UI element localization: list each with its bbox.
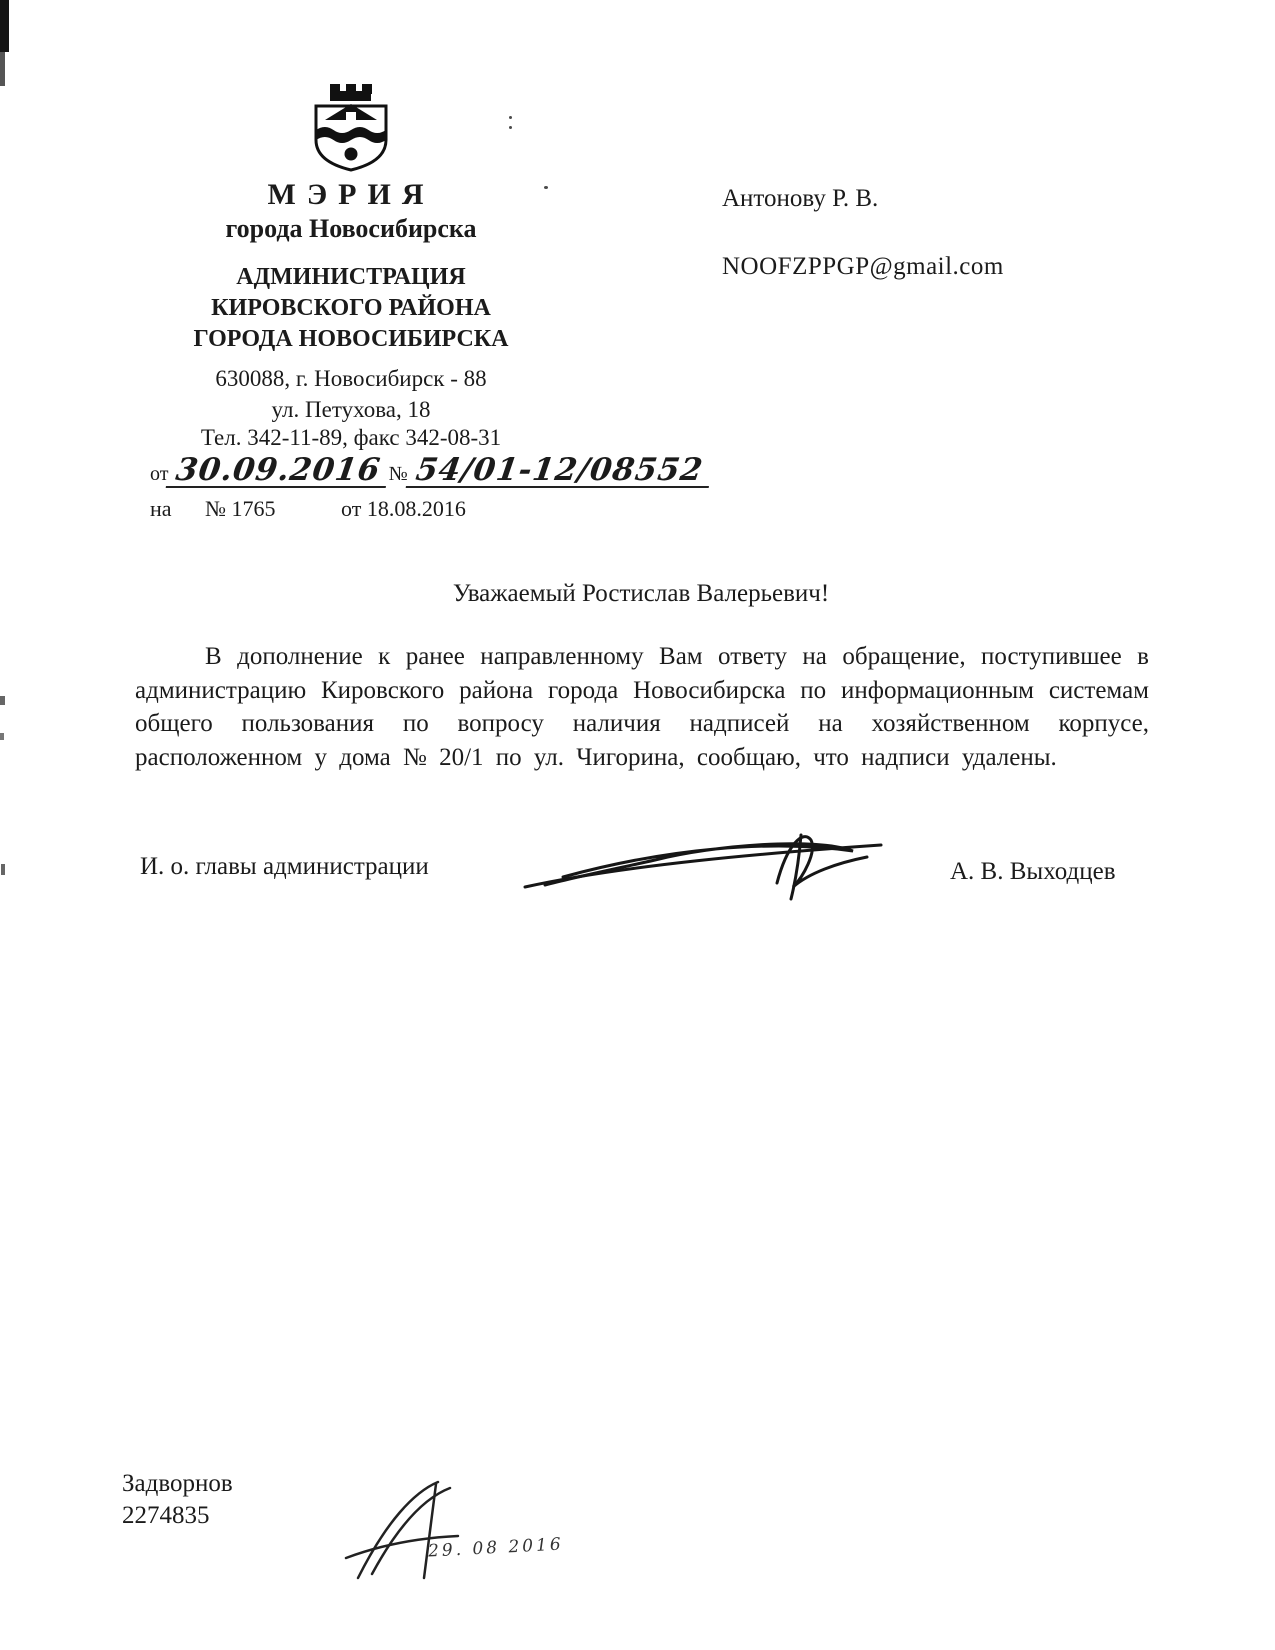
org-admin-line: ГОРОДА НОВОСИБИРСКА bbox=[193, 326, 509, 352]
scan-artifact-bar bbox=[0, 52, 5, 86]
handwritten-date: 30.09.2016 bbox=[166, 455, 391, 488]
reply-number: № 1765 bbox=[205, 496, 276, 521]
executor-phone: 2274835 bbox=[122, 1502, 210, 1529]
signature-icon bbox=[515, 825, 895, 905]
reply-label: на bbox=[150, 496, 172, 521]
org-admin-block bbox=[135, 262, 567, 355]
reply-from-label: от bbox=[341, 496, 362, 521]
org-address-block bbox=[135, 363, 567, 425]
org-name-line: города Новосибирска bbox=[225, 214, 477, 243]
paraph-date: 29. 08 2016 bbox=[427, 1534, 565, 1562]
executor-block bbox=[122, 1468, 233, 1532]
org-name-line: МЭРИЯ bbox=[267, 178, 435, 211]
scan-artifact-tick bbox=[1, 864, 5, 875]
org-address-line: 630088, г. Новосибирск - 88 bbox=[215, 366, 487, 391]
scan-artifact-tick bbox=[0, 696, 5, 705]
reply-date: 18.08.2016 bbox=[366, 496, 466, 521]
body-paragraph: В дополнение к ранее направленному Вам ответу на обращение, поступившее в администрацию Кировского района города Новосибирска по информационным системам общего пользования по вопросу наличия надписей на хозяйственном корпусе, расположенном у дома № 20/1 по ул. Чигорина, сообщаю, что надписи удалены. bbox=[135, 643, 1149, 771]
signer-title: И. о. главы администрации bbox=[140, 853, 429, 880]
executor-name: Задворнов bbox=[122, 1470, 233, 1497]
reply-ref-line bbox=[150, 496, 670, 522]
scan-artifact-tick bbox=[0, 733, 4, 740]
scan-artifact-bar bbox=[0, 0, 9, 52]
city-emblem-icon bbox=[303, 78, 399, 172]
recipient-email: NOOFZPPGP@gmail.com bbox=[722, 253, 1004, 280]
org-address-line: ул. Петухова, 18 bbox=[271, 397, 431, 422]
org-phone-line: Тел. 342-11-89, факс 342-08-31 bbox=[200, 425, 502, 450]
number-label: № bbox=[388, 463, 408, 485]
signer-name: А. В. Выходцев bbox=[950, 858, 1116, 885]
org-admin-line: КИРОВСКОГО РАЙОНА bbox=[211, 295, 491, 321]
handwritten-number: 54/01-12/08552 bbox=[405, 455, 712, 488]
salutation: Уважаемый Ростислав Валерьевич! bbox=[452, 580, 830, 607]
org-admin-line: АДМИНИСТРАЦИЯ bbox=[236, 264, 466, 290]
recipient-name: Антонову Р. В. bbox=[722, 185, 879, 212]
from-label: от bbox=[150, 463, 169, 485]
recipient-block bbox=[722, 185, 1004, 281]
paraph-icon bbox=[338, 1478, 468, 1583]
letterhead bbox=[135, 78, 567, 451]
outgoing-ref-line bbox=[150, 452, 706, 488]
